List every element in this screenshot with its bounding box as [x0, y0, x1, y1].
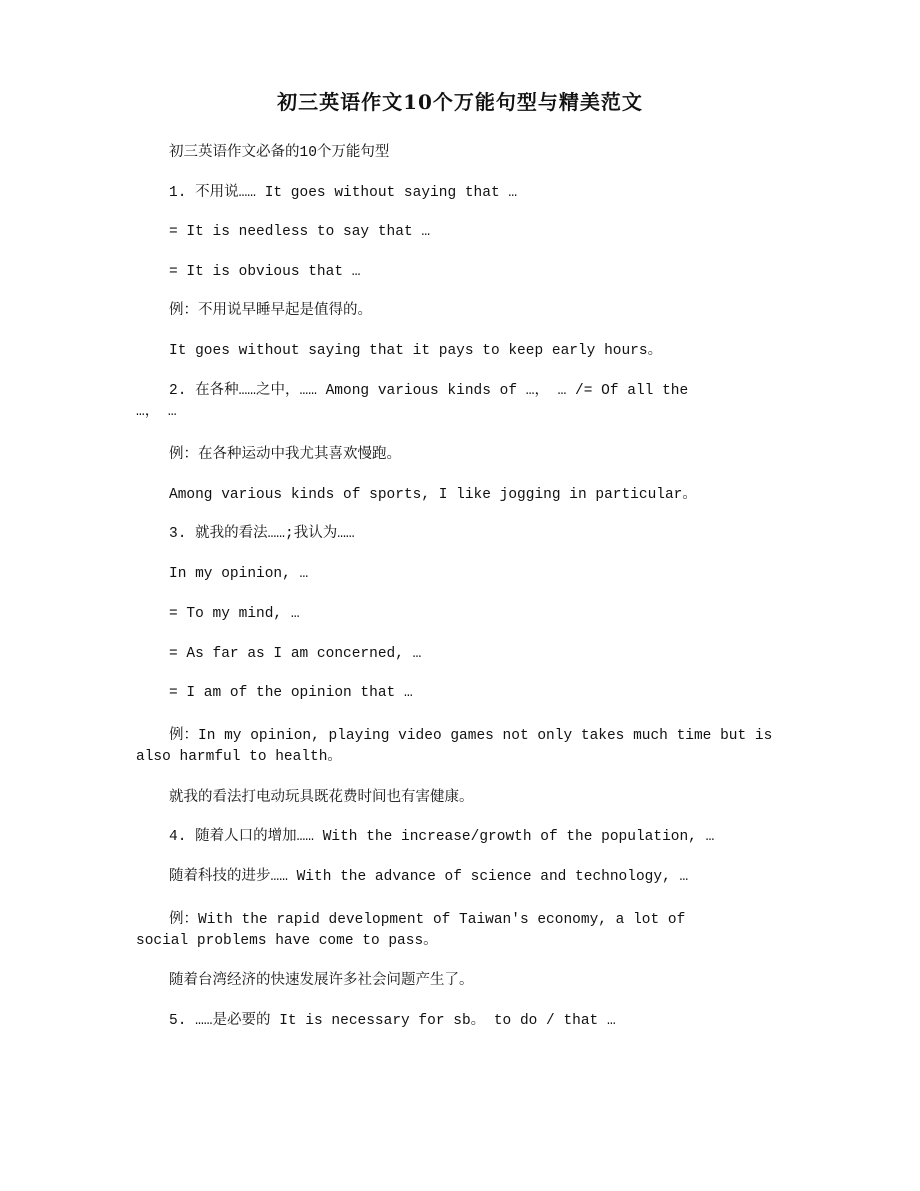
pattern-4: 4. 随着人口的增加…… With the increase/growth of the population, … [169, 829, 715, 845]
pattern-3-example-cn: 就我的看法打电动玩具既花费时间也有害健康。 [169, 790, 474, 806]
pattern-4-example-en: 例：With the rapid development of Taiwan's economy, a lot of social problems have come to pass。 [136, 912, 686, 949]
pattern-1-example-en: It goes without saying that it pays to keep early hours。 [169, 343, 663, 359]
pattern-1: 1. 不用说…… It goes without saying that … [169, 185, 518, 201]
pattern-2-example-en: Among various kinds of sports, I like jogging in particular。 [169, 487, 697, 503]
pattern-3-alt-2: = To my mind, … [169, 606, 300, 622]
pattern-3-alt-1: In my opinion, … [169, 566, 309, 582]
pattern-5: 5. ……是必要的 It is necessary for sb。 to do / that … [169, 1013, 616, 1029]
pattern-3-alt-3: = As far as I am concerned, … [169, 646, 422, 662]
pattern-2-example-cn: 例：在各种运动中我尤其喜欢慢跑。 [169, 447, 401, 463]
document-title: 初三英语作文10个万能句型与精美范文 [277, 90, 643, 114]
section-heading: 初三英语作文必备的10个万能句型 [169, 145, 390, 161]
pattern-1-example-cn: 例：不用说早睡早起是值得的。 [169, 303, 372, 319]
pattern-2: 2. 在各种……之中，…… Among various kinds of …， … /= Of all the …， … [136, 383, 689, 420]
pattern-4-alt: 随着科技的进步…… With the advance of science and technology, … [169, 869, 689, 885]
pattern-3-alt-4: = I am of the opinion that … [169, 685, 413, 701]
pattern-4-example-cn: 随着台湾经济的快速发展许多社会问题产生了。 [169, 973, 474, 989]
pattern-1-alt-1: = It is needless to say that … [169, 224, 431, 240]
pattern-3-example-en: 例：In my opinion, playing video games not only takes much time but is also harmful to health。 [136, 728, 773, 765]
pattern-3: 3. 就我的看法……;我认为…… [169, 526, 355, 542]
pattern-1-alt-2: = It is obvious that … [169, 264, 361, 280]
